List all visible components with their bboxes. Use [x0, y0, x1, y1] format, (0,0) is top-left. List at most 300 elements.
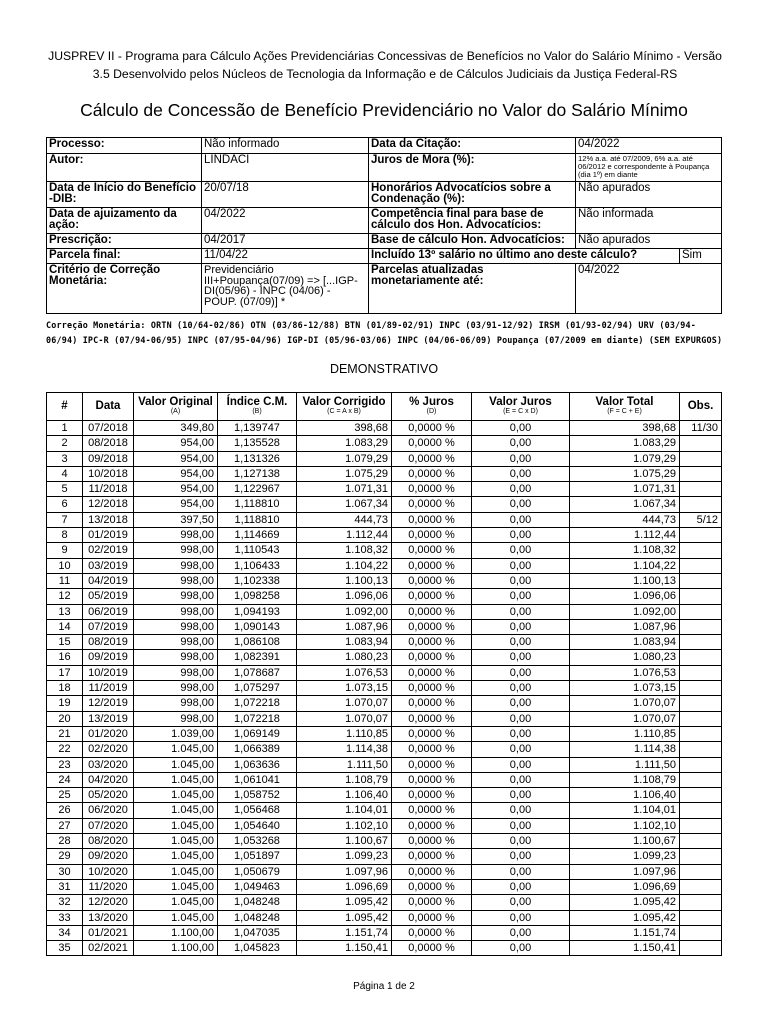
table-row [47, 528, 722, 543]
row-valor-corrigido: 1.108,79 [297, 772, 392, 787]
row-valor-corrigido: 1.110,85 [297, 726, 392, 741]
row-juros: 0,0000 % [392, 436, 472, 451]
row-valor-corrigido: 1.095,42 [297, 895, 392, 910]
row-valor-juros: 0,00 [472, 803, 570, 818]
row-valor-total: 1.099,23 [570, 849, 680, 864]
row-obs [680, 665, 722, 680]
row-juros: 0,0000 % [392, 650, 472, 665]
criterio-label: Critério de Correção Monetária: [47, 264, 202, 314]
row-valor-corrigido: 1.111,50 [297, 757, 392, 772]
row-date: 01/2019 [83, 528, 134, 543]
row-valor-juros: 0,00 [472, 589, 570, 604]
row-obs [680, 788, 722, 803]
row-date: 12/2018 [83, 497, 134, 512]
row-juros: 0,0000 % [392, 849, 472, 864]
row-valor-total: 1.110,85 [570, 726, 680, 741]
row-valor-original: 954,00 [134, 451, 218, 466]
row-valor-original: 1.100,00 [134, 925, 218, 940]
row-valor-original: 998,00 [134, 650, 218, 665]
row-num: 4 [47, 466, 83, 481]
row-date: 10/2018 [83, 466, 134, 481]
row-valor-total: 1.095,42 [570, 895, 680, 910]
table-row [47, 543, 722, 558]
row-indice: 1,048248 [218, 895, 297, 910]
row-valor-original: 1.045,00 [134, 772, 218, 787]
table-row [47, 573, 722, 588]
row-indice: 1,135528 [218, 436, 297, 451]
row-indice: 1,090143 [218, 619, 297, 634]
row-obs [680, 879, 722, 894]
row-valor-total: 1.111,50 [570, 757, 680, 772]
table-row [47, 466, 722, 481]
row-indice: 1,118810 [218, 512, 297, 527]
row-valor-corrigido: 1.073,15 [297, 681, 392, 696]
row-obs [680, 925, 722, 940]
row-valor-original: 998,00 [134, 573, 218, 588]
table-row [47, 803, 722, 818]
row-valor-juros: 0,00 [472, 665, 570, 680]
ajuizamento-value: 04/2022 [202, 208, 369, 234]
row-num: 23 [47, 757, 83, 772]
row-indice: 1,094193 [218, 604, 297, 619]
data-citacao-value: 04/2022 [576, 138, 722, 154]
row-juros: 0,0000 % [392, 451, 472, 466]
row-valor-juros: 0,00 [472, 910, 570, 925]
row-valor-juros: 0,00 [472, 604, 570, 619]
row-valor-corrigido: 1.075,29 [297, 466, 392, 481]
row-valor-juros: 0,00 [472, 895, 570, 910]
row-obs: 5/12 [680, 512, 722, 527]
row-valor-original: 998,00 [134, 665, 218, 680]
row-valor-original: 954,00 [134, 482, 218, 497]
row-num: 32 [47, 895, 83, 910]
row-valor-original: 1.100,00 [134, 941, 218, 956]
row-valor-corrigido: 1.099,23 [297, 849, 392, 864]
row-num: 9 [47, 543, 83, 558]
row-indice: 1,098258 [218, 589, 297, 604]
row-juros: 0,0000 % [392, 466, 472, 481]
row-juros: 0,0000 % [392, 803, 472, 818]
row-juros: 0,0000 % [392, 895, 472, 910]
table-row [47, 879, 722, 894]
row-obs [680, 497, 722, 512]
row-num: 1 [47, 421, 83, 436]
row-num: 16 [47, 650, 83, 665]
row-date: 11/2019 [83, 681, 134, 696]
row-valor-total: 1.083,94 [570, 635, 680, 650]
row-juros: 0,0000 % [392, 681, 472, 696]
row-valor-total: 1.073,15 [570, 681, 680, 696]
row-valor-total: 1.104,01 [570, 803, 680, 818]
row-obs [680, 772, 722, 787]
row-valor-total: 1.067,34 [570, 497, 680, 512]
row-valor-juros: 0,00 [472, 788, 570, 803]
row-indice: 1,072218 [218, 696, 297, 711]
row-indice: 1,078687 [218, 665, 297, 680]
row-indice: 1,072218 [218, 711, 297, 726]
table-row [47, 482, 722, 497]
row-valor-total: 1.070,07 [570, 711, 680, 726]
row-indice: 1,127138 [218, 466, 297, 481]
autor-value: LINDACI [202, 154, 369, 182]
table-row [47, 925, 722, 940]
row-valor-corrigido: 444,73 [297, 512, 392, 527]
row-juros: 0,0000 % [392, 604, 472, 619]
row-date: 13/2019 [83, 711, 134, 726]
row-valor-juros: 0,00 [472, 941, 570, 956]
row-valor-corrigido: 1.079,29 [297, 451, 392, 466]
table-row [47, 726, 722, 741]
row-indice: 1,045823 [218, 941, 297, 956]
table-row [47, 849, 722, 864]
row-date: 06/2020 [83, 803, 134, 818]
row-valor-corrigido: 1.071,31 [297, 482, 392, 497]
row-obs [680, 650, 722, 665]
row-indice: 1,049463 [218, 879, 297, 894]
col-valor-corrigido: Valor Corrigido (C = A x B) [297, 393, 392, 421]
row-valor-juros: 0,00 [472, 512, 570, 527]
table-row [47, 497, 722, 512]
row-date: 09/2020 [83, 849, 134, 864]
row-num: 14 [47, 619, 83, 634]
row-valor-total: 1.096,69 [570, 879, 680, 894]
row-valor-original: 998,00 [134, 711, 218, 726]
row-valor-corrigido: 1.150,41 [297, 941, 392, 956]
row-valor-corrigido: 1.096,06 [297, 589, 392, 604]
row-valor-original: 1.045,00 [134, 757, 218, 772]
row-valor-corrigido: 1.106,40 [297, 788, 392, 803]
col-num: # [47, 393, 83, 421]
row-num: 26 [47, 803, 83, 818]
row-valor-total: 1.151,74 [570, 925, 680, 940]
row-valor-corrigido: 1.067,34 [297, 497, 392, 512]
row-num: 33 [47, 910, 83, 925]
row-valor-total: 1.076,53 [570, 665, 680, 680]
row-num: 25 [47, 788, 83, 803]
row-date: 09/2019 [83, 650, 134, 665]
row-juros: 0,0000 % [392, 864, 472, 879]
col-valor-total: Valor Total (F = C + E) [570, 393, 680, 421]
row-obs [680, 619, 722, 634]
row-valor-original: 1.045,00 [134, 834, 218, 849]
row-indice: 1,047035 [218, 925, 297, 940]
row-juros: 0,0000 % [392, 482, 472, 497]
row-date: 08/2018 [83, 436, 134, 451]
row-date: 02/2019 [83, 543, 134, 558]
row-date: 10/2020 [83, 864, 134, 879]
prescricao-label: Prescrição: [47, 234, 202, 249]
row-obs [680, 864, 722, 879]
row-obs [680, 910, 722, 925]
row-obs [680, 834, 722, 849]
table-row [47, 604, 722, 619]
row-juros: 0,0000 % [392, 497, 472, 512]
row-valor-total: 1.100,13 [570, 573, 680, 588]
program-header-line1: JUSPREV II - Programa para Cálculo Ações Previdenciárias Concessivas de Benefícios no Valor do Salário Mínimo - Versão [48, 49, 722, 63]
row-date: 12/2020 [83, 895, 134, 910]
row-juros: 0,0000 % [392, 619, 472, 634]
table-row [47, 742, 722, 757]
table-row [47, 941, 722, 956]
row-num: 10 [47, 558, 83, 573]
row-valor-original: 998,00 [134, 528, 218, 543]
juros-label: Juros de Mora (%): [369, 154, 576, 182]
processo-label: Processo: [47, 138, 202, 154]
row-num: 13 [47, 604, 83, 619]
table-row [47, 711, 722, 726]
row-obs [680, 451, 722, 466]
row-date: 08/2019 [83, 635, 134, 650]
row-valor-total: 1.071,31 [570, 482, 680, 497]
row-obs [680, 803, 722, 818]
col-data: Data [83, 393, 134, 421]
table-row [47, 834, 722, 849]
row-date: 04/2019 [83, 573, 134, 588]
row-obs [680, 604, 722, 619]
row-juros: 0,0000 % [392, 818, 472, 833]
row-valor-corrigido: 1.080,23 [297, 650, 392, 665]
row-num: 6 [47, 497, 83, 512]
row-indice: 1,063636 [218, 757, 297, 772]
row-obs: 11/30 [680, 421, 722, 436]
row-date: 05/2020 [83, 788, 134, 803]
row-num: 31 [47, 879, 83, 894]
col-valor-original: Valor Original (A) [134, 393, 218, 421]
row-obs [680, 573, 722, 588]
row-date: 08/2020 [83, 834, 134, 849]
parcela-final-value: 11/04/22 [202, 249, 369, 264]
row-num: 7 [47, 512, 83, 527]
correcao-monetaria-text: Correção Monetária: ORTN (10/64-02/86) OTN (03/86-12/88) BTN (01/89-02/91) INPC (03/91-12/92) IRSM (01/93-02/94) URV (03/94-06/94) IPC-R (07/94-06/95) INPC (07/95-04/96) IGP-DI (05/96-03/06) INPC (04/06-06/09) Poupança (07/2009 em diante) (SEM EXPURGOS) [46, 320, 723, 345]
row-valor-corrigido: 1.097,96 [297, 864, 392, 879]
row-valor-corrigido: 1.100,13 [297, 573, 392, 588]
row-valor-original: 998,00 [134, 696, 218, 711]
row-juros: 0,0000 % [392, 711, 472, 726]
row-juros: 0,0000 % [392, 589, 472, 604]
honorarios-value: Não apurados [576, 182, 722, 208]
row-valor-juros: 0,00 [472, 696, 570, 711]
row-valor-juros: 0,00 [472, 482, 570, 497]
row-valor-juros: 0,00 [472, 834, 570, 849]
row-obs [680, 589, 722, 604]
row-indice: 1,106433 [218, 558, 297, 573]
row-valor-original: 1.039,00 [134, 726, 218, 741]
row-num: 27 [47, 818, 83, 833]
base-label: Base de cálculo Hon. Advocatícios: [369, 234, 576, 249]
row-valor-total: 1.100,67 [570, 834, 680, 849]
row-indice: 1,139747 [218, 421, 297, 436]
row-valor-juros: 0,00 [472, 757, 570, 772]
table-row [47, 665, 722, 680]
table-row [47, 421, 722, 436]
demonstrativo-heading: DEMONSTRATIVO [329, 362, 439, 376]
row-valor-total: 1.080,23 [570, 650, 680, 665]
row-juros: 0,0000 % [392, 558, 472, 573]
row-valor-juros: 0,00 [472, 681, 570, 696]
row-valor-total: 1.112,44 [570, 528, 680, 543]
row-date: 03/2020 [83, 757, 134, 772]
row-valor-corrigido: 1.070,07 [297, 696, 392, 711]
row-num: 12 [47, 589, 83, 604]
table-row [47, 635, 722, 650]
row-date: 03/2019 [83, 558, 134, 573]
row-num: 28 [47, 834, 83, 849]
row-valor-juros: 0,00 [472, 528, 570, 543]
row-valor-juros: 0,00 [472, 864, 570, 879]
table-row [47, 436, 722, 451]
row-date: 02/2020 [83, 742, 134, 757]
row-date: 11/2020 [83, 879, 134, 894]
row-obs [680, 941, 722, 956]
row-valor-juros: 0,00 [472, 818, 570, 833]
row-valor-total: 1.114,38 [570, 742, 680, 757]
row-obs [680, 849, 722, 864]
table-row [47, 681, 722, 696]
row-indice: 1,058752 [218, 788, 297, 803]
criterio-value: Previdenciário III+Poupança(07/09) => [...IGP-DI(05/96) - INPC (04/06) - POUP. (07/09)] * [202, 264, 369, 314]
row-num: 35 [47, 941, 83, 956]
row-juros: 0,0000 % [392, 834, 472, 849]
row-valor-original: 954,00 [134, 497, 218, 512]
row-juros: 0,0000 % [392, 757, 472, 772]
row-valor-juros: 0,00 [472, 879, 570, 894]
row-juros: 0,0000 % [392, 421, 472, 436]
row-obs [680, 635, 722, 650]
row-date: 01/2021 [83, 925, 134, 940]
row-valor-corrigido: 1.095,42 [297, 910, 392, 925]
row-juros: 0,0000 % [392, 941, 472, 956]
row-num: 19 [47, 696, 83, 711]
parcela-final-label: Parcela final: [47, 249, 202, 264]
row-juros: 0,0000 % [392, 925, 472, 940]
row-valor-original: 1.045,00 [134, 788, 218, 803]
table-row [47, 910, 722, 925]
row-juros: 0,0000 % [392, 543, 472, 558]
row-juros: 0,0000 % [392, 573, 472, 588]
row-valor-corrigido: 1.096,69 [297, 879, 392, 894]
table-row [47, 788, 722, 803]
juros-value: 12% a.a. até 07/2009, 6% a.a. até 06/2012 e correspondente à Poupança (dia 1º) em diante [576, 154, 722, 182]
row-valor-corrigido: 1.104,22 [297, 558, 392, 573]
row-valor-total: 1.092,00 [570, 604, 680, 619]
row-valor-juros: 0,00 [472, 497, 570, 512]
row-date: 02/2021 [83, 941, 134, 956]
row-valor-corrigido: 1.100,67 [297, 834, 392, 849]
row-valor-total: 398,68 [570, 421, 680, 436]
row-date: 13/2020 [83, 910, 134, 925]
row-juros: 0,0000 % [392, 788, 472, 803]
row-valor-corrigido: 1.092,00 [297, 604, 392, 619]
row-valor-corrigido: 1.083,29 [297, 436, 392, 451]
row-valor-total: 1.075,29 [570, 466, 680, 481]
row-valor-total: 1.108,32 [570, 543, 680, 558]
row-valor-juros: 0,00 [472, 451, 570, 466]
row-valor-juros: 0,00 [472, 543, 570, 558]
row-date: 10/2019 [83, 665, 134, 680]
table-row [47, 818, 722, 833]
autor-label: Autor: [47, 154, 202, 182]
incluido-13-value: Sim [680, 249, 722, 264]
table-row [47, 650, 722, 665]
col-indice: Índice C.M. (B) [218, 393, 297, 421]
row-obs [680, 757, 722, 772]
row-num: 29 [47, 849, 83, 864]
table-row [47, 696, 722, 711]
row-juros: 0,0000 % [392, 696, 472, 711]
row-valor-juros: 0,00 [472, 558, 570, 573]
row-indice: 1,051897 [218, 849, 297, 864]
row-date: 13/2018 [83, 512, 134, 527]
row-indice: 1,118810 [218, 497, 297, 512]
row-valor-original: 1.045,00 [134, 818, 218, 833]
page-title: Cálculo de Concessão de Benefício Previdenciário no Valor do Salário Mínimo [80, 100, 688, 120]
program-header [40, 47, 730, 83]
row-valor-total: 444,73 [570, 512, 680, 527]
row-valor-original: 349,80 [134, 421, 218, 436]
row-juros: 0,0000 % [392, 665, 472, 680]
row-obs [680, 482, 722, 497]
row-num: 17 [47, 665, 83, 680]
row-valor-original: 1.045,00 [134, 879, 218, 894]
table-row [47, 895, 722, 910]
row-num: 5 [47, 482, 83, 497]
row-obs [680, 681, 722, 696]
row-valor-original: 954,00 [134, 466, 218, 481]
row-num: 24 [47, 772, 83, 787]
row-indice: 1,056468 [218, 803, 297, 818]
row-indice: 1,050679 [218, 864, 297, 879]
row-valor-total: 1.095,42 [570, 910, 680, 925]
prescricao-value: 04/2017 [202, 234, 369, 249]
table-row [47, 864, 722, 879]
row-valor-corrigido: 1.083,94 [297, 635, 392, 650]
row-valor-juros: 0,00 [472, 925, 570, 940]
col-valor-juros: Valor Juros (E = C x D) [472, 393, 570, 421]
row-valor-corrigido: 1.070,07 [297, 711, 392, 726]
row-juros: 0,0000 % [392, 726, 472, 741]
table-row [47, 512, 722, 527]
row-valor-original: 397,50 [134, 512, 218, 527]
atualizadas-value: 04/2022 [576, 264, 722, 314]
row-valor-corrigido: 1.114,38 [297, 742, 392, 757]
data-citacao-label: Data da Citação: [369, 138, 576, 154]
row-indice: 1,061041 [218, 772, 297, 787]
row-obs [680, 742, 722, 757]
row-obs [680, 696, 722, 711]
row-date: 07/2019 [83, 619, 134, 634]
row-indice: 1,110543 [218, 543, 297, 558]
row-valor-original: 998,00 [134, 558, 218, 573]
row-date: 12/2019 [83, 696, 134, 711]
row-indice: 1,066389 [218, 742, 297, 757]
table-row [47, 558, 722, 573]
row-indice: 1,053268 [218, 834, 297, 849]
row-valor-original: 1.045,00 [134, 849, 218, 864]
row-obs [680, 543, 722, 558]
row-valor-corrigido: 1.112,44 [297, 528, 392, 543]
row-valor-total: 1.079,29 [570, 451, 680, 466]
row-valor-corrigido: 1.151,74 [297, 925, 392, 940]
row-indice: 1,122967 [218, 482, 297, 497]
row-indice: 1,054640 [218, 818, 297, 833]
ajuizamento-label: Data de ajuizamento da ação: [47, 208, 202, 234]
dib-value: 20/07/18 [202, 182, 369, 208]
row-valor-total: 1.083,29 [570, 436, 680, 451]
row-num: 8 [47, 528, 83, 543]
row-valor-total: 1.097,96 [570, 864, 680, 879]
row-num: 2 [47, 436, 83, 451]
row-indice: 1,048248 [218, 910, 297, 925]
